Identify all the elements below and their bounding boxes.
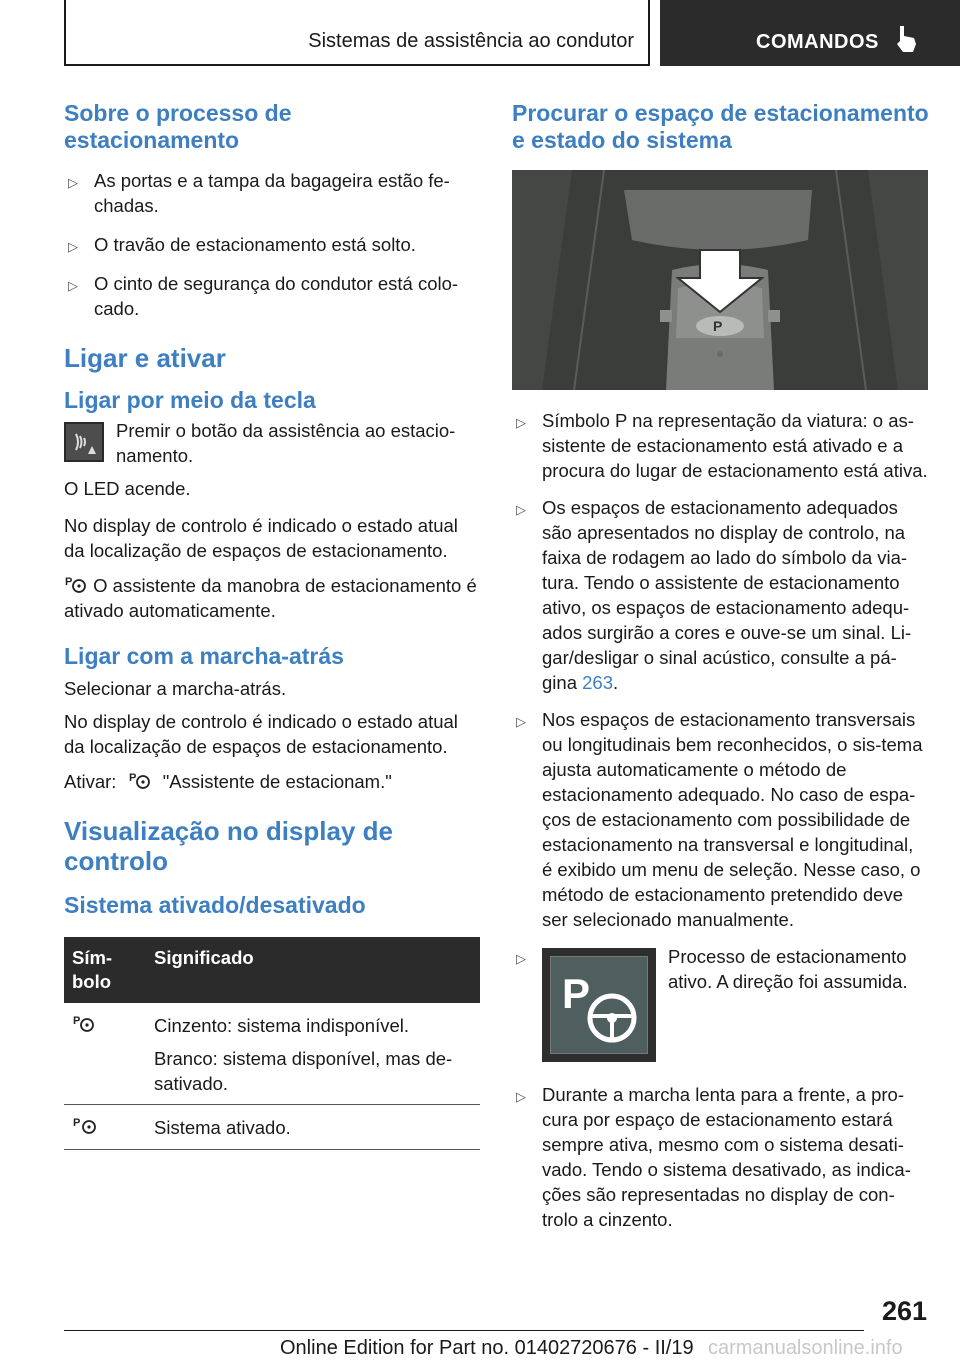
- hand-pointer-icon: [894, 24, 920, 54]
- triangle-bullet-icon: ▷: [516, 502, 526, 517]
- list-item: ▷ Os espaços de estacionamento adequados são apresentados no display de controlo, na faixa de rodagem ao lado do símbolo da via-tura. Tendo o assistente de estacionamento ativo, os espaços de estacionamento adequ-ados surgirão a cores e ouve-se um sinal. Li-gar/desligar o sinal acústico, consulte a pá-gina 263.: [516, 497, 912, 693]
- reverse-step-1: Selecionar a marcha-atrás.: [64, 678, 287, 699]
- parking-assistant-button-icon: [64, 422, 104, 462]
- left-column: [64, 100, 482, 1150]
- heading-display: Visualização no display de controlo: [64, 816, 393, 876]
- triangle-bullet-icon: ▷: [516, 714, 526, 729]
- header-chapter-box: [660, 0, 960, 66]
- display-status-text: No display de controlo é indicado o estado atual da localização de espaços de estacionamento.: [64, 515, 458, 561]
- list-item: ▷ Símbolo P na representação da viatura: o as-sistente de estacionamento está ativado e a procura do lugar de estacionamento está ativa.: [516, 410, 928, 481]
- parking-steering-icon: [126, 770, 154, 790]
- parking-active-icon: [542, 948, 656, 1062]
- heading-search-parking: Procurar o espaço de estacionamento e estado do sistema: [512, 100, 929, 153]
- svg-text:P: P: [73, 1015, 81, 1027]
- control-display-image: [512, 170, 928, 390]
- svg-text:P: P: [562, 970, 591, 1017]
- list-item: ▷ P Processo de estacionamento ativo. A direção foi assumida.: [512, 944, 928, 1068]
- heading-system-status: Sistema ativado/desativado: [64, 892, 366, 918]
- heading-switch-by-button: Ligar por meio da tecla: [64, 387, 316, 413]
- list-item: ▷ O cinto de segurança do condutor está colo-cado.: [68, 273, 459, 319]
- triangle-bullet-icon: ▷: [68, 278, 78, 293]
- svg-text:P: P: [713, 318, 723, 334]
- table-row: P Sistema ativado.: [64, 1105, 480, 1150]
- right-column: [512, 100, 928, 1232]
- reverse-step-2: No display de controlo é indicado o estado atual da localização de espaços de estacionamento.: [64, 711, 458, 757]
- list-item: ▷ Nos espaços de estacionamento transversais ou longitudinais bem reconhecidos, o sis-tema ajusta automaticamente o método de estacionamento adequado. No caso de espa-ços de estacionamento com possibilidade de estacionamento na transversal e longitudinal, é exibido um menu de seleção. Nesse caso, o método de estacionamento pretendido deve ser selecionado manualmente.: [516, 709, 923, 930]
- heading-switch-reverse: Ligar com a marcha-atrás: [64, 643, 344, 669]
- svg-text:P: P: [73, 1117, 81, 1129]
- triangle-bullet-icon: ▷: [516, 951, 526, 966]
- button-instruction: Premir o botão da assistência ao estacio-namento.: [64, 418, 482, 468]
- list-item: ▷ Durante a marcha lenta para a frente, a pro-cura por espaço de estacionamento estará sempre ativa, mesmo com o sistema desati-vado. Tendo o sistema desativado, as indica-ções são representadas no display de con-trolo a cinzento.: [516, 1084, 911, 1230]
- heading-about-parking: Sobre o processo de estacionamento: [64, 100, 292, 153]
- header-section-box: [64, 0, 650, 66]
- parking-steering-icon-grey: [72, 1013, 96, 1033]
- svg-text:P: P: [128, 772, 136, 784]
- heading-switch-on: Ligar e ativar: [64, 343, 226, 373]
- triangle-bullet-icon: ▷: [68, 239, 78, 254]
- footer-divider: [64, 1330, 864, 1331]
- symbol-table: [64, 937, 480, 1150]
- header-section-title: Sistemas de assistência ao condutor: [308, 30, 634, 52]
- triangle-bullet-icon: ▷: [516, 415, 526, 430]
- led-text: O LED acende.: [64, 478, 191, 499]
- triangle-bullet-icon: ▷: [68, 175, 78, 190]
- svg-text:P: P: [65, 576, 73, 588]
- page-header: [0, 0, 960, 66]
- table-header-symbol: Sím-bolo: [64, 937, 146, 1003]
- list-item: ▷ As portas e a tampa da bagageira estão fe-chadas.: [68, 170, 450, 216]
- footer-edition: Online Edition for Part no. 01402720676 - II/19: [280, 1337, 694, 1359]
- parking-steering-icon-active: [72, 1115, 100, 1135]
- footer-watermark: carmanualsonline.info: [708, 1337, 903, 1359]
- parking-steering-icon: [64, 574, 88, 594]
- table-header-meaning: Significado: [146, 937, 480, 1003]
- header-chapter-title: COMANDOS: [756, 31, 879, 53]
- auto-activation-text: P O assistente da manobra de estacionamento é ativado automaticamente.: [64, 575, 477, 621]
- page-number: 261: [881, 1296, 927, 1326]
- page-reference-link[interactable]: 263: [582, 672, 613, 693]
- table-row: P Cinzento: sistema indisponível. Branco: sistema disponível, mas de-sativado.: [64, 1003, 480, 1105]
- list-item: ▷ O travão de estacionamento está solto.: [64, 232, 482, 257]
- activate-line: Ativar: P "Assistente de estacionam.": [64, 771, 392, 792]
- triangle-bullet-icon: ▷: [516, 1089, 526, 1104]
